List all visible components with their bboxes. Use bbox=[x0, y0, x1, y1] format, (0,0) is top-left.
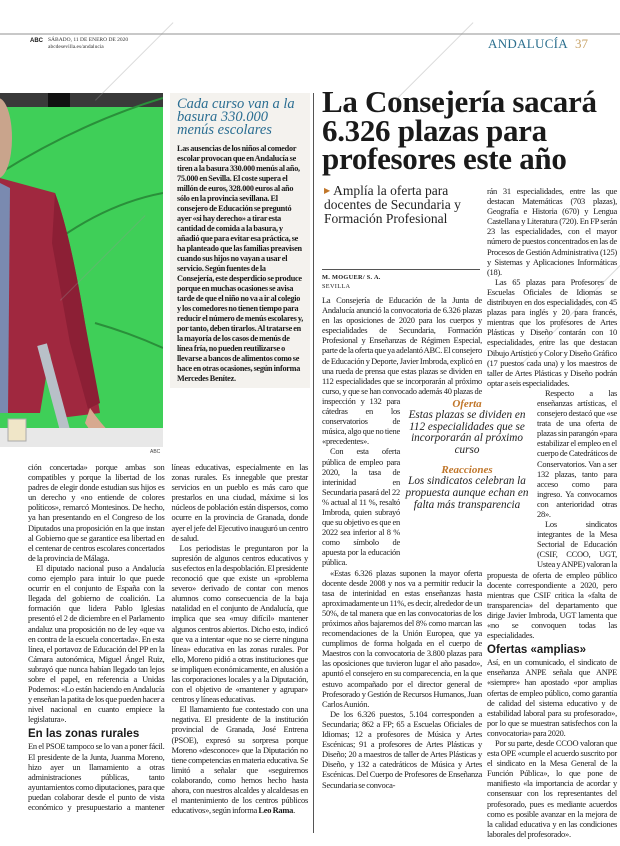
triangle-bullet-icon: ▶ bbox=[324, 186, 331, 195]
paragraph: Por su parte, desde CCOO valoran que esta OPE «cumple el acuerdo suscrito por el sindicato en la Mesa General de la Función Pública», lo que pone de manifiesto «la importancia de acordar y consensuar con los representantes del profesorado, pues es mediante acuerdos como es posible avanzar en la mejora de la calidad educativa y en las condiciones laborales del profesorado». bbox=[487, 737, 617, 839]
header-date: SÁBADO, 11 DE ENERO DE 2020 bbox=[48, 37, 129, 43]
subheading: Ofertas «amplias» bbox=[487, 644, 587, 657]
paragraph bbox=[172, 704, 309, 815]
pull-quote-label: Reacciones bbox=[441, 464, 493, 477]
sidebar-text: Las ausencias de los niños al comedor escolar provocan que en Andalucía se tiren a la basura 330.000 menús al año, 75.000 en Sevilla. El coste supera el millón de euros, 328.000 euros al año sólo en la provincia sevillana. El consejero de Educación se preguntó ayer «si hay derecho» a tirar esta cantidad de comida a la basura, y añadió que para evitar esa práctica, se ha planteado que las familias preavisen cuando sus hijos no vayan a usar el servicio. Según fuentes de la Consejería, este desperdicio se produce porque en muchas ocasiones se avisa tarde de que el niño no va a ir al colegio y los comedores no tienen tiempo para reducir el número de menús escolares y, por tanto, deben tirarlos. Al tratarse en la mayoría de los casos de menús de línea fría, no pueden reutilizarse o llevarse a bancos de alimentos como se hace en otras ocasiones, según informa bbox=[177, 144, 304, 373]
paragraph: Así, en un comunicado, el sindicato de enseñanza ANPE señala que ANPE «siempre» han apostado «por amplias ofertas de empleo público, como garantía de calidad del sistema educativo y de estabilidad laboral para su profesorado», por lo que se muestran satisfechos con la convocatoria» para 2020. bbox=[487, 657, 617, 738]
photo-politician-image bbox=[0, 93, 163, 447]
sidebar-body bbox=[177, 144, 304, 384]
headline: La Consejería sacará 6.326 plazas para profesores este año bbox=[322, 84, 597, 176]
paragraph: En el PSOE tampoco se lo van a poner fácil. El presidente de la Junta, Juanma Moreno, hizo ayer un llamamiento a otras administraciones públicas, tanto ayuntamientos como diputaciones, para que puedan colaborar desde el punto de vista económico y presupuestario a mantener líneas educativas, especialmente en las zonas rurales. Es innegable que prestar servicios en un pueblo es más caro que prestarlos en una ciudad, máxime si los núcleos de población están dispersos, como ocurre en la provincia de Granada, donde ayer el jefe del Ejecutivo inauguró un centro de salud. bbox=[28, 462, 308, 812]
sidebar-end: . bbox=[233, 374, 236, 383]
masthead-abc: ABC bbox=[30, 38, 43, 44]
paragraph: Los periodistas le preguntaron por la supresión de algunos centros educativos y sus efectos en la despoblación. El presidente reconoció que que existe un «problema severo» derivado de contar con menos alumnos como consecuencia de la baja natalidad en el conjunto de Andalucía, que implica que sea «muy difícil» mantener algunos centros abiertos. Dicho esto, indicó que va a intentar «que no se cierre ninguna línea» educativa en las zonas rurales. Por ello, Moreno pidió a otras instituciones que se impliquen económicamente, en alusión a las corporaciones locales y a la Diputación, con el objetivo de «mantener y agrupar» centros y líneas educativas. bbox=[171, 542, 308, 705]
paragraph-text: El llamamiento fue contestado con una negativa. El presidente de la institución provincial de Granada, José Entrena (PSOE), expresó su sorpresa porque Moreno «desconoce» que la Diputación no tiene competencias en materia educativa. Se limitó a señalar que «seguiremos colaborando, como hemos hecho hasta ahora, con nuestros alcaldes y alcaldesas en el mantenimiento de los centros públicos educativos», según informa bbox=[171, 704, 308, 816]
header-date-block bbox=[48, 37, 128, 50]
dateline-city: SEVILLA bbox=[322, 283, 351, 290]
paragraph: La Consejería de Educación de la Junta de Andalucía anunció la convocatoria de 6.326 plazas en las oposiciones de 2020 para los cuerpos y especialidades de Secundaria, Formación Profesional y Enseñanzas de Régimen Especial, parte de la oferta que ya adelantó ABC. El consejero de Educación y Deporte, Javier Imbroda, explicó en una rueda de prensa que estas plazas se dividen en 112 especialidades que se incorporarán al próximo curso, y que se han convocado además 40 plazas de inspección y 132 para cátedras en los conservatorios de música, algo que no tiene «precedentes». bbox=[322, 295, 482, 447]
top-rule bbox=[0, 33, 620, 35]
pull-quotes bbox=[401, 398, 533, 519]
subheadline bbox=[324, 184, 482, 225]
paragraph: «Estas 6.326 plazas suponen la mayor oferta docente desde 2008 y nos va a permitir reducir la tasa de interinidad en estas enseñanzas hasta aproximadamente un 11%, es decir, alrededor de un 50%, de tal manera que en las convocatorias de los próximos años bajaremos del 8% como marcan las recomendaciones de la Unión Europea, que ya cumplimos de forma holgada en el cuerpo de Maestros con la convocatoria de 3.800 plazas para las oposiciones que tuvieron lugar el año pasado», apuntó el consejero en su comparecencia, en la que estuvo acompañado por el director general de Profesorado y Gestión de Recursos Humanos, Juan Carlos Aunión. bbox=[322, 567, 482, 709]
header-url: abcdesevilla.es/andalucia bbox=[48, 43, 104, 50]
byline-rule bbox=[322, 269, 480, 270]
author-name: Leo Rama bbox=[258, 805, 294, 816]
section-name: ANDALUCÍA bbox=[488, 36, 568, 51]
pull-quote-text: Estas plazas se dividen en 112 especialidades que se incorporarán al próximo curso bbox=[408, 409, 526, 456]
sidebar-title: Cada curso van a la basura 330.000 menús escolares bbox=[177, 96, 295, 138]
paragraph-end: . bbox=[293, 805, 296, 816]
photo-credit: ABC bbox=[150, 449, 161, 455]
byline: M. MOGUER/ S. A. bbox=[322, 274, 381, 281]
article-photo bbox=[0, 93, 163, 447]
paragraph: ción concertada» porque ambas son compatibles y porque la libertad de los padres de elegir donde estudian sus hijos es un derecho y «no entiende de colores políticos», remarcó Montesinos. De hecho, ya han presentando en el Congreso de los Diputados una proposición en la que instan al Gobierno que se garantice esa libertad en el centenar de centros escolares concertados de la provincia de Málaga. bbox=[28, 462, 165, 563]
main-article-column-a bbox=[322, 295, 482, 790]
subheadline-text: Amplía la oferta para docentes de Secundaria y Formación Profesional bbox=[324, 183, 461, 226]
sidebar-author: Mercedes Benítez bbox=[177, 374, 234, 383]
paragraph: De los 6.326 puestos, 5.104 corresponden a Secundaria; 862 a FP; 65 a Escuelas Oficiales de Idiomas; 12 a profesores de Música y Artes Escénicas; 91 a profesores de Artes Plásticas y Diseño; 20 a maestros de taller de Artes Plásticas y Diseño, y 132 a catedráticos de Música y Artes Escénicas. Del Cuerpo de Profesores de Enseñanza Secundaria se convoca- bbox=[322, 708, 482, 790]
paragraph: Los sindicatos integrantes de la Mesa Sectorial de Educación (CSIF, CCOO, UGT, Ustea y ANPE) valoran la propuesta de oferta de empleo público docente correspondiente a 2020, pero mientras que CSIF critica la «falta de transparencia» del departamento que dirige Javier Imbroda, UGT lamenta que «no se convoquen todas las especialidades. bbox=[487, 519, 617, 641]
paragraph: Respecto a las enseñanzas artísticas, el consejero destacó que «se trata de una oferta de plazas sin parangón «para estabilizar el empleo en el cuerpo de Catedráticos de Conservatorios. Van a ser 132 plazas, tanto para acceso como para ingreso. Ya convocamos con anterioridad otras 28». bbox=[537, 387, 617, 519]
paragraph: El diputado nacional puso a Andalucía como ejemplo para intuir lo que puede ocurrir en el conjunto de España con la llegada del gobierno de coalición. La formación que lidera Pablo Iglesias presentó el 2 de diciembre en el Parlamento andaluz una proposición no de ley «que va en contra de la escuela concertada». En esta línea, el portavoz de Educación del PP en la Cámara autonómica, Miguel Ángel Ruiz, subrayó que nunca habían llegado tan lejos sobre el papel, en referencia a Unidas Podemos: «Lo están haciendo en Andalucía y enseñan la patita de los que pueden hacer a nivel nacional en cuanto empiece la legislatura». bbox=[28, 562, 165, 725]
page-number: 37 bbox=[575, 36, 588, 51]
paragraph: Las 65 plazas para Profesores de Escuelas Oficiales de Idiomas se distribuyen en dos especialidades, con 45 plazas para inglés y 20 para francés, mientras que los profesores de Artes Plásticas y Diseño contarán con 10 especialidades, entre las que destacan Dibujo Artístico y Color y Diseño Gráfico (17 puestos cada una) y los maestros de taller de Artes Plásticas y Diseño podrán optar a seis especialidades. bbox=[487, 276, 617, 388]
paragraph: rán 31 especialidades, entre las que destacan Matemáticas (703 plazas), Geografía e Historia (670) y Lengua Castellana y Literatura (720). En FP serán 23 las especialidades, con el mayor número de puestos concentrados en las de Procesos de Gestión Administrativa (125) y Sistemas y Aplicaciones Informáticas (18). bbox=[487, 186, 617, 277]
left-article-text bbox=[28, 462, 308, 815]
column-divider bbox=[313, 93, 314, 833]
pull-quote-text: Los sindicatos celebran la propuesta aunque echan en falta más transparencia bbox=[405, 475, 529, 511]
paragraph: Con esta oferta pública de empleo para 2020, la tasa de interinidad en Secundaria pasará del 22 % actual al 11 %, resaltó Imbroda, quien subrayó que su objetivo es que en 2022 sea inferior al 8 % como símbolo de apuesta por la educación pública. bbox=[322, 446, 400, 568]
pull-quote-label: Oferta bbox=[452, 398, 482, 410]
sidebar-box bbox=[170, 93, 310, 388]
subheading: En las zonas rurales bbox=[28, 728, 140, 741]
